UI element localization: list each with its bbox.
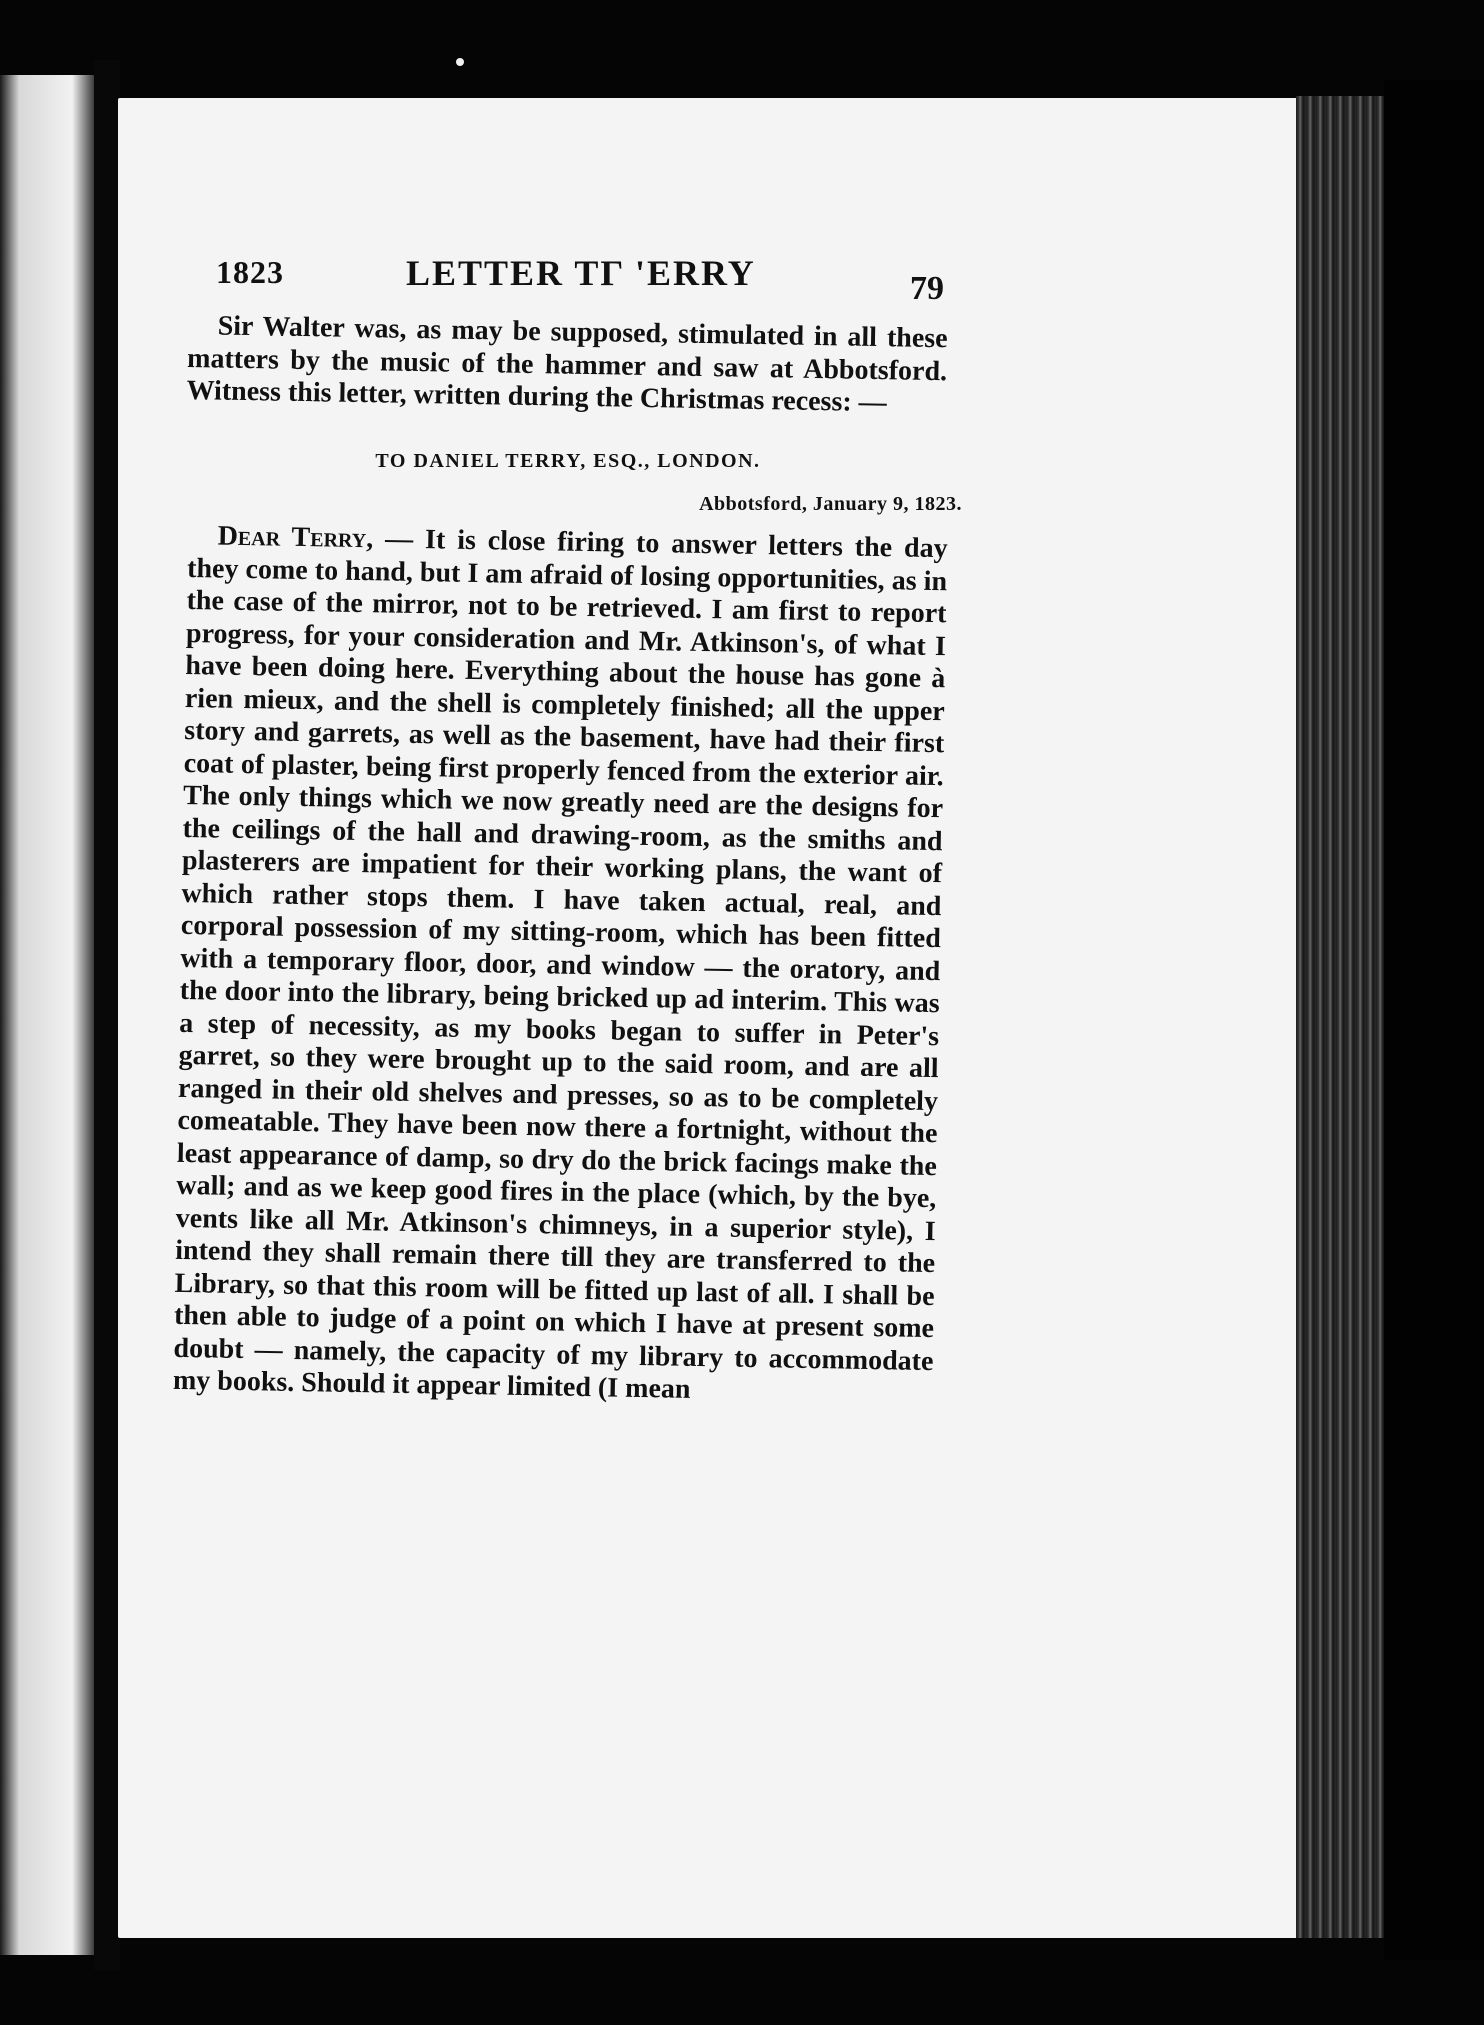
running-head-year: 1823 [216, 254, 284, 290]
background-shadow [1384, 80, 1484, 1960]
letter-addressee: TO DANIEL TERRY, ESQ., LONDON. [375, 449, 761, 472]
letter-body-text: — It is close firing to answer letters the day they come to hand, but I am afraid of losing opportunities, as in the case of the mirror, not to be retrieved. I am first to report progress, for your consideration and Mr. Atkinson's, of what I have been doing here. Everything about the house has gone à rien mieux, and the shell is completely finished; all the upper story and garrets, as well as the basement, have had their first coat of plaster, being first properly fenced from the exterior air. The only things which we now greatly need are the designs for the ceilings of the hall and drawing-room, as the smiths and plasterers are impatient for their working plans, the want of which rather stops them. I have taken actual, real, and corporal possession of my sitting-room, which has been fitted with a temporary floor, door, and window — the oratory, and the door into the library, being bricked up ad interim. This was a step of necessity, as my books began to suffer in Peter's garret, so they were brought up to the said room, and are all ranged in their old shelves and presses, so as to be completely comeatable. They have been now there a fortnight, without the least appearance of damp, so dry do the brick facings make the wall; and as we keep good fires in the place (which, by the bye, vents like all Mr. Atkinson's chimneys, in a superior style), I intend they shall remain there till they are transferred to the Library, so that this room will be fitted up last of all. I shall be then able to judge of a point on which I have at present some doubt — namely, the capacity of my library to accommodate my books. Should it appear limited (I mean [172, 522, 948, 1405]
letter-salutation: Dear Terry, [217, 520, 374, 554]
intro-paragraph: Sir Walter was, as may be supposed, stimulated in all these matters by the music of the hammer and saw at Abbotsford. Witness this letter, written during the Christmas recess: — [186, 310, 948, 419]
facing-page-edge [0, 75, 96, 1955]
running-head-title: LETTER TΓ 'ERRY [406, 253, 756, 293]
running-head [188, 250, 948, 307]
page-block-edge [1296, 96, 1392, 1938]
letter-dateline: Abbotsford, January 9, 1823. [699, 492, 962, 515]
page-number: 79 [910, 270, 944, 307]
page-content [172, 250, 962, 1405]
book-gutter [94, 60, 120, 1970]
letter-body-paragraph [173, 520, 948, 1411]
speck [456, 58, 464, 66]
